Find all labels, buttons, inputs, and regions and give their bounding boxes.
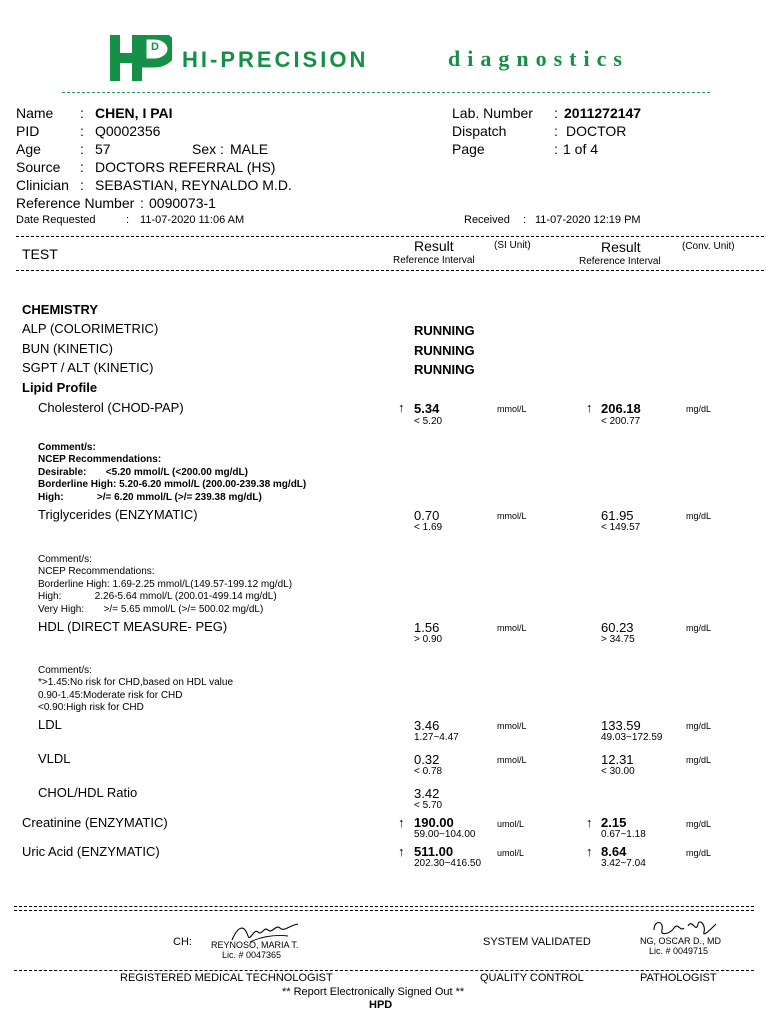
high-arrow-icon: ↑ <box>586 844 593 859</box>
name-label: Name <box>16 105 54 121</box>
comment-line: NCEP Recommendations: <box>38 454 162 465</box>
conv-ref: < 30.00 <box>601 766 635 777</box>
reference-label: Reference Number <box>16 195 135 211</box>
age-label: Age <box>16 141 41 157</box>
patient-clinician: SEBASTIAN, REYNALDO M.D. <box>95 177 292 193</box>
test-name: Creatinine (ENZYMATIC) <box>22 815 168 830</box>
high-arrow-icon: ↑ <box>398 815 405 830</box>
colon: : <box>554 141 558 157</box>
patient-sex: MALE <box>230 141 269 157</box>
si-value: 190.00 <box>414 815 454 830</box>
brand-tagline: diagnostics <box>448 46 629 71</box>
high-arrow-icon: ↑ <box>398 400 405 415</box>
si-ref: 1.27~4.47 <box>414 732 459 743</box>
ch-label: CH: <box>173 936 192 948</box>
si-ref: < 5.20 <box>414 416 443 427</box>
high-arrow-icon: ↑ <box>586 400 593 415</box>
si-value: 5.34 <box>414 401 440 416</box>
si-ref: > 0.90 <box>414 634 443 645</box>
section-lipid: Lipid Profile <box>22 380 98 395</box>
si-ref: < 5.70 <box>414 800 443 811</box>
date-requested-label: Date Requested <box>16 214 96 226</box>
si-unit: mmol/L <box>497 511 527 521</box>
test-name: HDL (DIRECT MEASURE- PEG) <box>38 619 228 634</box>
colon: : <box>126 214 130 226</box>
received: 11-07-2020 12:19 PM <box>535 214 641 226</box>
comment-line: Borderline High: 1.69-2.25 mmol/L(149.57-199.12 mg/dL) <box>38 578 293 590</box>
page-label: Page <box>452 141 485 157</box>
table-header-divider <box>16 270 764 271</box>
test-name: LDL <box>38 717 62 732</box>
si-unit: mmol/L <box>497 404 527 414</box>
conv-unit: mg/dL <box>686 755 712 765</box>
comment-line: Desirable: <5.20 mmol/L (<200.00 mg/dL) <box>38 466 248 478</box>
conv-unit: mg/dL <box>686 623 712 633</box>
conv-ref: 3.42~7.04 <box>601 858 646 869</box>
test-name: CHOL/HDL Ratio <box>38 785 138 800</box>
source-label: Source <box>16 159 61 175</box>
si-unit: mmol/L <box>497 721 527 731</box>
running-status: RUNNING <box>414 343 475 358</box>
pathologist-license: Lic. # 0049715 <box>649 946 709 956</box>
medtech-name: REYNOSO, MARIA T. <box>211 940 299 950</box>
signed-out-note: ** Report Electronically Signed Out ** <box>282 986 465 998</box>
si-ref: 59.00~104.00 <box>414 829 476 840</box>
si-value: 3.46 <box>414 718 440 733</box>
running-status: RUNNING <box>414 323 475 338</box>
si-ref: < 1.69 <box>414 522 443 533</box>
conv-unit: mg/dL <box>686 721 712 731</box>
comment-line: Borderline High: 5.20-6.20 mmol/L (200.00-239.38 mg/dL) <box>38 479 307 490</box>
si-value: 0.70 <box>414 508 440 523</box>
conv-value: 133.59 <box>601 718 641 733</box>
conv-value: 60.23 <box>601 620 634 635</box>
comment-line: 0.90-1.45:Moderate risk for CHD <box>38 689 183 701</box>
colon: : <box>140 195 144 211</box>
colon: : <box>80 105 84 121</box>
conv-ref: < 200.77 <box>601 416 641 427</box>
header-result-conv: Result <box>601 239 641 255</box>
patient-age: 57 <box>95 141 111 157</box>
lab-number-label: Lab. Number <box>452 105 533 121</box>
system-validated: SYSTEM VALIDATED <box>483 936 591 948</box>
conv-unit: mg/dL <box>686 819 712 829</box>
comment-block-cholesterol <box>38 429 306 517</box>
medtech-license: Lic. # 0047365 <box>222 950 282 960</box>
footer-top-divider <box>14 910 754 911</box>
comment-line: Comment/s: <box>38 664 92 676</box>
date-requested: 11-07-2020 11:06 AM <box>140 214 245 226</box>
si-ref: < 0.78 <box>414 766 443 777</box>
role-pathologist: PATHOLOGIST <box>640 972 717 984</box>
colon: : <box>80 159 84 175</box>
conv-ref: 49.03~172.59 <box>601 732 663 743</box>
conv-ref: 0.67~1.18 <box>601 829 646 840</box>
si-unit: umol/L <box>497 819 525 829</box>
comment-line: High: >/= 6.20 mmol/L (>/= 239.38 mg/dL) <box>38 491 262 503</box>
colon: : <box>554 123 558 139</box>
conv-value: 12.31 <box>601 752 634 767</box>
patient-name: CHEN, I PAI <box>95 105 173 121</box>
clinician-label: Clinician <box>16 177 69 193</box>
colon: : <box>80 177 84 193</box>
running-status: RUNNING <box>414 362 475 377</box>
comment-line: NCEP Recommendations: <box>38 566 155 577</box>
received-label: Received <box>464 214 510 226</box>
header-si-unit: (SI Unit) <box>494 240 531 251</box>
patient-pid: Q0002356 <box>95 123 161 139</box>
test-name: SGPT / ALT (KINETIC) <box>22 360 154 375</box>
conv-unit: mg/dL <box>686 848 712 858</box>
pathologist-name: NG, OSCAR D., MD <box>640 936 722 946</box>
si-value: 0.32 <box>414 752 440 767</box>
colon: : <box>554 105 558 121</box>
header-ref-si: Reference Interval <box>393 255 475 266</box>
footer-top-divider <box>14 906 754 907</box>
si-ref: 202.30~416.50 <box>414 858 482 869</box>
footer-bottom-divider <box>14 970 754 971</box>
conv-value: 206.18 <box>601 401 641 416</box>
role-qc: QUALITY CONTROL <box>480 972 584 984</box>
si-unit: umol/L <box>497 848 525 858</box>
si-unit: mmol/L <box>497 755 527 765</box>
patient-source: DOCTORS REFERRAL (HS) <box>95 159 276 175</box>
conv-unit: mg/dL <box>686 511 712 521</box>
high-arrow-icon: ↑ <box>586 815 593 830</box>
conv-value: 2.15 <box>601 815 627 830</box>
test-name: ALP (COLORIMETRIC) <box>22 321 159 336</box>
header-test: TEST <box>22 246 58 262</box>
comment-line: *>1.45:No risk for CHD,based on HDL value <box>38 677 233 688</box>
brand-name: HI-PRECISION <box>182 47 369 72</box>
conv-ref: < 149.57 <box>601 522 641 533</box>
si-value: 1.56 <box>414 620 440 635</box>
comment-line: Very High: >/= 5.65 mmol/L (>/= 500.02 mg/dL) <box>38 603 264 615</box>
conv-ref: > 34.75 <box>601 634 635 645</box>
pid-label: PID <box>16 123 40 139</box>
high-arrow-icon: ↑ <box>398 844 405 859</box>
table-top-divider <box>16 236 764 237</box>
section-chemistry: CHEMISTRY <box>22 302 99 317</box>
colon: : <box>80 141 84 157</box>
header-divider <box>62 92 710 93</box>
lab-number: 2011272147 <box>564 105 642 121</box>
header-ref-conv: Reference Interval <box>579 256 661 267</box>
reference-number: 0090073-1 <box>149 195 216 211</box>
role-medtech: REGISTERED MEDICAL TECHNOLOGIST <box>120 972 333 984</box>
hpd-label: HPD <box>369 999 393 1011</box>
sex-label: Sex : <box>192 141 224 157</box>
conv-value: 8.64 <box>601 844 627 859</box>
colon: : <box>523 214 527 226</box>
page-number: 1 of 4 <box>563 141 599 157</box>
hpd-logo-icon <box>110 35 172 81</box>
si-unit: mmol/L <box>497 623 527 633</box>
colon: : <box>80 123 84 139</box>
test-name: Uric Acid (ENZYMATIC) <box>22 844 160 859</box>
dispatch: DOCTOR <box>566 123 627 139</box>
test-name: BUN (KINETIC) <box>22 341 113 356</box>
comment-line: High: 2.26-5.64 mmol/L (200.01-499.14 mg/dL) <box>38 591 277 602</box>
comment-line: <0.90:High risk for CHD <box>38 702 144 713</box>
comment-block-triglycerides <box>38 541 292 629</box>
header-result-si: Result <box>414 238 454 254</box>
header-conv-unit: (Conv. Unit) <box>682 241 735 252</box>
si-value: 511.00 <box>414 844 454 859</box>
conv-unit: mg/dL <box>686 404 712 414</box>
si-value: 3.42 <box>414 786 440 801</box>
comment-block-hdl <box>38 652 233 727</box>
conv-value: 61.95 <box>601 508 634 523</box>
dispatch-label: Dispatch <box>452 123 507 139</box>
comment-line: Comment/s: <box>38 553 92 565</box>
svg-text:D: D <box>151 41 159 53</box>
comment-line: Comment/s: <box>38 441 96 453</box>
test-name: VLDL <box>38 751 71 766</box>
test-name: Cholesterol (CHOD-PAP) <box>38 400 184 415</box>
test-name: Triglycerides (ENZYMATIC) <box>38 507 198 522</box>
